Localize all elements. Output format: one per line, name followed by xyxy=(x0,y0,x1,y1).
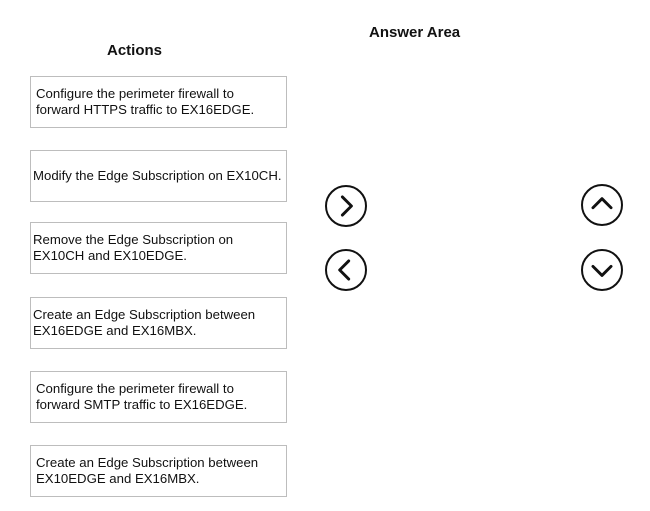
action-item[interactable] xyxy=(30,371,287,423)
move-down-button[interactable] xyxy=(581,249,623,291)
action-item[interactable] xyxy=(30,297,287,349)
action-item[interactable] xyxy=(30,76,287,128)
move-left-button[interactable] xyxy=(325,249,367,291)
chevron-right-icon xyxy=(327,187,365,225)
action-item-label: Modify the Edge Subscription on EX10CH. xyxy=(33,168,282,183)
chevron-down-icon xyxy=(583,251,621,289)
action-item[interactable] xyxy=(30,445,287,497)
actions-heading: Actions xyxy=(107,42,163,59)
action-item-label: Create an Edge Subscription between EX16EDGE and EX16MBX. xyxy=(33,307,256,338)
answer-area-heading: Answer Area xyxy=(369,24,461,41)
action-item[interactable] xyxy=(30,150,287,202)
action-item-label: Configure the perimeter firewall to forward SMTP traffic to EX16EDGE. xyxy=(36,381,248,412)
move-up-button[interactable] xyxy=(581,184,623,226)
chevron-up-icon xyxy=(583,186,621,224)
action-item-label: Configure the perimeter firewall to forward HTTPS traffic to EX16EDGE. xyxy=(36,86,255,117)
action-item-label: Create an Edge Subscription between EX10EDGE and EX16MBX. xyxy=(36,455,259,486)
move-right-button[interactable] xyxy=(325,185,367,227)
action-item[interactable] xyxy=(30,222,287,274)
action-item-label: Remove the Edge Subscription on EX10CH and EX10EDGE. xyxy=(33,232,234,263)
chevron-left-icon xyxy=(327,251,365,289)
